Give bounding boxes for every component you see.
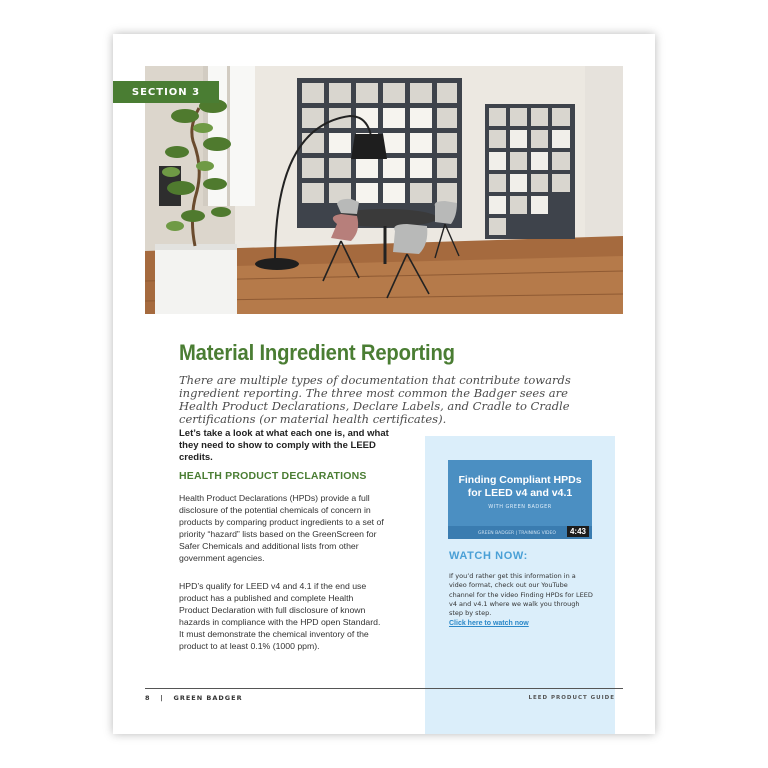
- office-photo-illustration: [145, 66, 623, 314]
- footer-brand: GREEN BADGER: [173, 694, 243, 702]
- sidebar-text: If you’d rather get this information in a video format, check out our YouTube channel for the video Finding HPDs for LEED v4 and v4.1 where we walk you through step by step.: [449, 572, 593, 618]
- page-number: 8: [145, 694, 151, 702]
- footer-left: [145, 694, 243, 702]
- watch-now-link[interactable]: Click here to watch now: [449, 620, 529, 627]
- lead-paragraph: Let’s take a look at what each one is, and what they need to show to comply with the LEED credits.: [179, 428, 389, 463]
- hero-photo: [145, 66, 623, 314]
- body-paragraph: HPD’s qualify for LEED v4 and 4.1 if the end use product has a published and complete Health Product Declaration with full disclosure of known hazards in compliance with the HPD open Standard. It must demonstrate the chemical inventory of the product to at least 0.1% (1000 ppm).: [179, 581, 381, 651]
- video-brand: GREEN BADGER | TRAINING VIDEO: [478, 531, 556, 536]
- body-paragraph: Health Product Declarations (HPDs) provide a full disclosure of the potential chemicals of concern in products by comparing product ingredients to a set of priority “hazard” lists based on the GreenScreen for Safer Chemicals and additional lists from other government agencies.: [179, 493, 384, 563]
- footer-guide-title: LEED PRODUCT GUIDE: [528, 695, 615, 701]
- intro-subtitle: There are multiple types of documentation that contribute towards ingredient reporting. The three most common the Badger sees are Health Product Declarations, Declare Labels, and Cradle to Cradle certifications (or material health certificates).: [179, 373, 571, 426]
- document-page: [113, 34, 655, 734]
- watch-now-sidebar: [425, 436, 615, 734]
- video-title: Finding Compliant HPDs for LEED v4 and v4.1: [458, 474, 582, 499]
- footer-separator: |: [160, 694, 164, 702]
- section-heading-hpd: HEALTH PRODUCT DECLARATIONS: [179, 470, 367, 482]
- video-thumbnail[interactable]: [448, 460, 592, 539]
- video-duration-badge: 4:43: [567, 526, 589, 537]
- page-title: Material Ingredient Reporting: [179, 340, 455, 365]
- footer-divider: [145, 688, 623, 689]
- video-subtitle: WITH GREEN BADGER: [488, 504, 552, 510]
- watch-now-heading: WATCH NOW:: [449, 550, 528, 562]
- section-label: SECTION 3: [113, 81, 219, 103]
